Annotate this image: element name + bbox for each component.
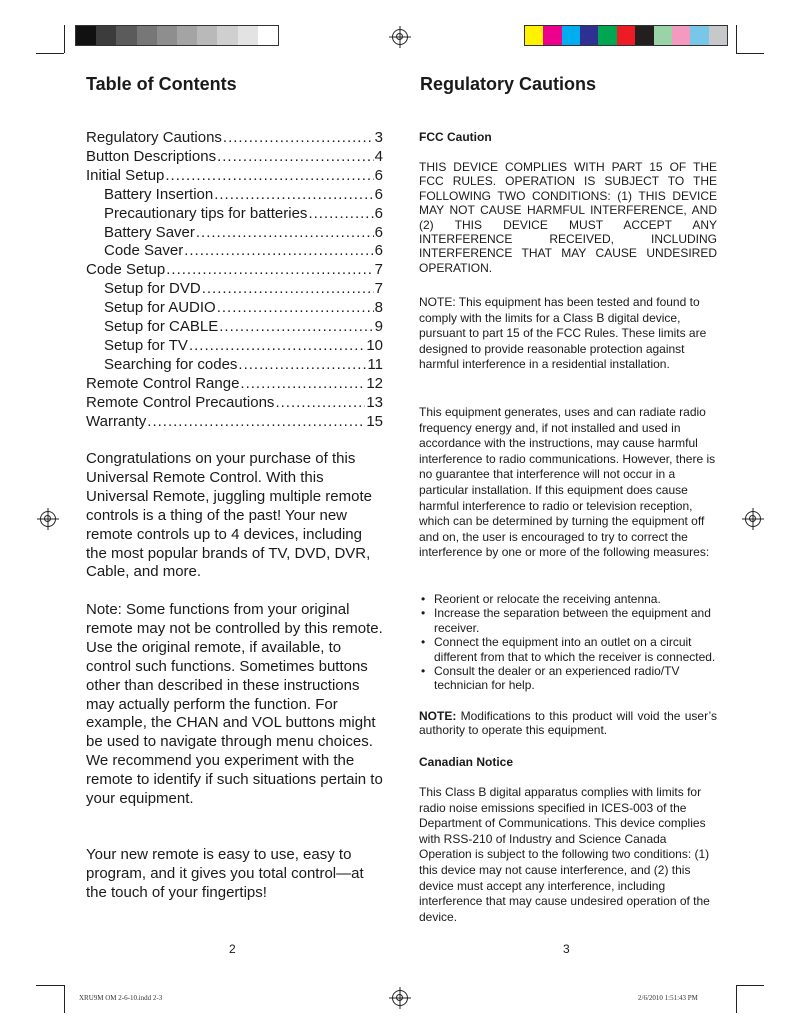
color-swatch xyxy=(157,26,177,45)
toc-entry-label: Battery Insertion xyxy=(104,185,214,203)
registration-mark-icon xyxy=(40,511,56,527)
toc-leader-dots xyxy=(275,394,365,413)
color-swatch xyxy=(177,26,197,45)
toc-entry xyxy=(86,413,383,432)
color-swatch xyxy=(709,26,727,45)
toc-entry-label: Precautionary tips for batteries xyxy=(104,204,308,222)
toc-entry-page: 9 xyxy=(374,318,383,336)
toc-entry-page: 8 xyxy=(374,299,383,317)
fcc-note-paragraph: NOTE: This equipment has been tested and found to comply with the limits for a Class B digital device, pursuant to part 15 of the FCC Rules. These limits are designed to provide reasonable protection against harmful interference in a residential installation. xyxy=(419,295,707,372)
page-number-right: 3 xyxy=(563,942,570,956)
color-swatch xyxy=(137,26,157,45)
registration-mark-icon xyxy=(392,29,408,45)
toc-entry xyxy=(86,394,383,413)
page-title-right: Regulatory Cautions xyxy=(420,74,597,94)
list-item: • Reorient or relocate the receiving antenna. xyxy=(419,592,717,606)
file-slug: XRU9M OM 2-6-10.indd 2-3 xyxy=(79,994,163,1002)
toc-leader-dots xyxy=(308,205,373,224)
page-title-left: Table of Contents xyxy=(86,74,237,94)
toc-entry-page: 6 xyxy=(374,204,383,222)
list-item: • Connect the equipment into an outlet on a circuit different from that to which the receiver is connected. xyxy=(419,635,717,664)
toc-leader-dots xyxy=(217,299,374,318)
color-swatch xyxy=(672,26,690,45)
toc-leader-dots xyxy=(166,261,373,280)
toc-leader-dots xyxy=(238,356,366,375)
crop-mark xyxy=(64,25,65,53)
toc-entry-page: 10 xyxy=(366,336,383,354)
toc-entry-label: Code Setup xyxy=(86,261,166,279)
color-swatch xyxy=(598,26,616,45)
toc-leader-dots xyxy=(240,375,365,394)
color-swatch xyxy=(116,26,136,45)
color-swatch xyxy=(96,26,116,45)
list-item: • Increase the separation between the equipment and receiver. xyxy=(419,606,717,635)
color-swatch xyxy=(197,26,217,45)
canadian-notice-heading: Canadian Notice xyxy=(419,755,514,769)
toc-entry-page: 12 xyxy=(366,374,383,392)
toc-leader-dots xyxy=(202,280,374,299)
toc-entry-page: 6 xyxy=(374,242,383,260)
toc-leader-dots xyxy=(165,167,373,186)
color-swatch xyxy=(76,26,96,45)
toc-entry xyxy=(86,299,383,318)
toc-leader-dots xyxy=(196,224,374,243)
toc-leader-dots xyxy=(223,129,374,148)
toc-entry-label: Setup for DVD xyxy=(104,280,201,298)
color-swatch xyxy=(617,26,635,45)
color-swatch xyxy=(543,26,561,45)
color-swatch xyxy=(654,26,672,45)
table-of-contents xyxy=(86,129,383,432)
toc-entry xyxy=(86,148,383,167)
toc-entry-page: 6 xyxy=(374,185,383,203)
crop-mark xyxy=(36,53,64,54)
toc-entry-label: Remote Control Precautions xyxy=(86,393,275,411)
modification-note xyxy=(419,709,717,738)
interference-paragraph: This equipment generates, uses and can radiate radio frequency energy and, if not installed and used in accordance with the instructions, may cause harmful interference to radio communications. However, there is no guarantee that interference will not occur in a particular installation. If this equipment does cause harmful interference to radio or television reception, which can be determined by turning the equipment off and on, the user is encouraged to try to correct the interference by one or more of the following measures: xyxy=(419,405,716,560)
toc-entry-page: 3 xyxy=(374,129,383,146)
toc-entry-label: Battery Saver xyxy=(104,223,195,241)
toc-leader-dots xyxy=(219,318,373,337)
toc-entry-page: 7 xyxy=(374,261,383,279)
toc-entry-page: 6 xyxy=(374,166,383,184)
process-color-bar xyxy=(524,25,728,46)
toc-entry-label: Searching for codes xyxy=(104,355,238,373)
list-item: • Consult the dealer or an experienced radio/TV technician for help. xyxy=(419,664,717,693)
color-swatch xyxy=(525,26,543,45)
toc-entry-page: 15 xyxy=(366,412,383,430)
toc-entry-label: Initial Setup xyxy=(86,166,165,184)
toc-entry-label: Setup for TV xyxy=(104,336,188,354)
toc-leader-dots xyxy=(147,413,365,432)
intro-paragraph: Congratulations on your purchase of this Universal Remote Control. With this Universal Remote, juggling multiple remote controls is a thing of the past! Your new remote controls up to 4 devices, including the most popular brands of TV, DVD, DVR, Cable, and more. xyxy=(86,450,372,581)
canadian-notice-text: This Class B digital apparatus complies with limits for radio noise emissions specified in ICES-003 of the Department of Communications. This device complies with RSS-210 of Industry and Science Canada Operation is subject to the following two conditions: (1) this device may not cause interference, and (2) this device must accept any interference, including interference that may cause undesired operation of the device. xyxy=(419,785,710,924)
toc-entry xyxy=(86,242,383,261)
toc-entry-page: 4 xyxy=(374,147,383,165)
measures-list xyxy=(419,592,717,693)
closing-paragraph: Your new remote is easy to use, easy to program, and it gives you total control—at the touch of your fingertips! xyxy=(86,846,364,901)
toc-entry xyxy=(86,167,383,186)
crop-mark xyxy=(736,985,737,1013)
page-number-left: 2 xyxy=(229,942,236,956)
toc-entry-label: Setup for CABLE xyxy=(104,318,219,336)
toc-entry xyxy=(86,205,383,224)
color-swatch xyxy=(635,26,653,45)
crop-mark xyxy=(64,985,65,1013)
registration-mark-icon xyxy=(745,511,761,527)
toc-entry xyxy=(86,375,383,394)
toc-entry-label: Warranty xyxy=(86,412,147,430)
toc-entry xyxy=(86,318,383,337)
toc-entry xyxy=(86,129,383,148)
color-swatch xyxy=(580,26,598,45)
crop-mark xyxy=(36,985,64,986)
toc-entry xyxy=(86,356,383,375)
toc-entry-label: Regulatory Cautions xyxy=(86,129,222,146)
color-swatch xyxy=(238,26,258,45)
toc-entry xyxy=(86,337,383,356)
grayscale-color-bar xyxy=(75,25,279,46)
fcc-caution-text: THIS DEVICE COMPLIES WITH PART 15 OF THE FCC RULES. OPERATION IS SUBJECT TO THE FOLLOWING TWO CONDITIONS: (1) THIS DEVICE MAY NOT CAUSE HARMFUL INTERFERENCE, AND (2) THIS DEVICE MUST ACCEPT ANY INTERFERENCE RECEIVED, INCLUDING INTERFERENCE THAT MAY CAUSE UNDESIRED OPERATION. xyxy=(419,160,717,275)
toc-leader-dots xyxy=(214,186,373,205)
crop-mark xyxy=(736,985,764,986)
modification-note-text: Modifications to this product will void the user’s authority to operate this equipment. xyxy=(419,709,717,738)
fcc-caution-heading: FCC Caution xyxy=(419,130,492,144)
toc-entry-label: Code Saver xyxy=(104,242,184,260)
color-swatch xyxy=(217,26,237,45)
toc-entry xyxy=(86,186,383,205)
toc-entry xyxy=(86,224,383,243)
toc-entry xyxy=(86,280,383,299)
color-swatch xyxy=(690,26,708,45)
toc-entry-label: Remote Control Range xyxy=(86,374,240,392)
toc-entry-page: 11 xyxy=(367,355,383,373)
modification-note-label: NOTE: xyxy=(419,709,457,723)
crop-mark xyxy=(736,53,764,54)
color-swatch xyxy=(258,26,278,45)
toc-entry-page: 6 xyxy=(374,223,383,241)
note-paragraph: Note: Some functions from your original remote may not be controlled by this remote. Use the original remote, if available, to control such functions. Sometimes buttons other than described in these instructions may actually perform the function. For example, the CHAN and VOL buttons might be used to navigate through menu choices. We recommend you experiment with the remote to identify if such situations pertain to your equipment. xyxy=(86,601,383,808)
toc-entry-page: 7 xyxy=(374,280,383,298)
toc-entry-page: 13 xyxy=(366,393,383,411)
toc-entry-label: Button Descriptions xyxy=(86,147,217,165)
registration-mark-icon xyxy=(392,990,408,1006)
date-slug: 2/6/2010 1:51:43 PM xyxy=(638,994,698,1002)
toc-leader-dots xyxy=(184,242,373,261)
toc-entry xyxy=(86,261,383,280)
crop-mark xyxy=(736,25,737,53)
color-swatch xyxy=(562,26,580,45)
toc-entry-label: Setup for AUDIO xyxy=(104,299,216,317)
toc-leader-dots xyxy=(217,148,374,167)
toc-leader-dots xyxy=(189,337,365,356)
